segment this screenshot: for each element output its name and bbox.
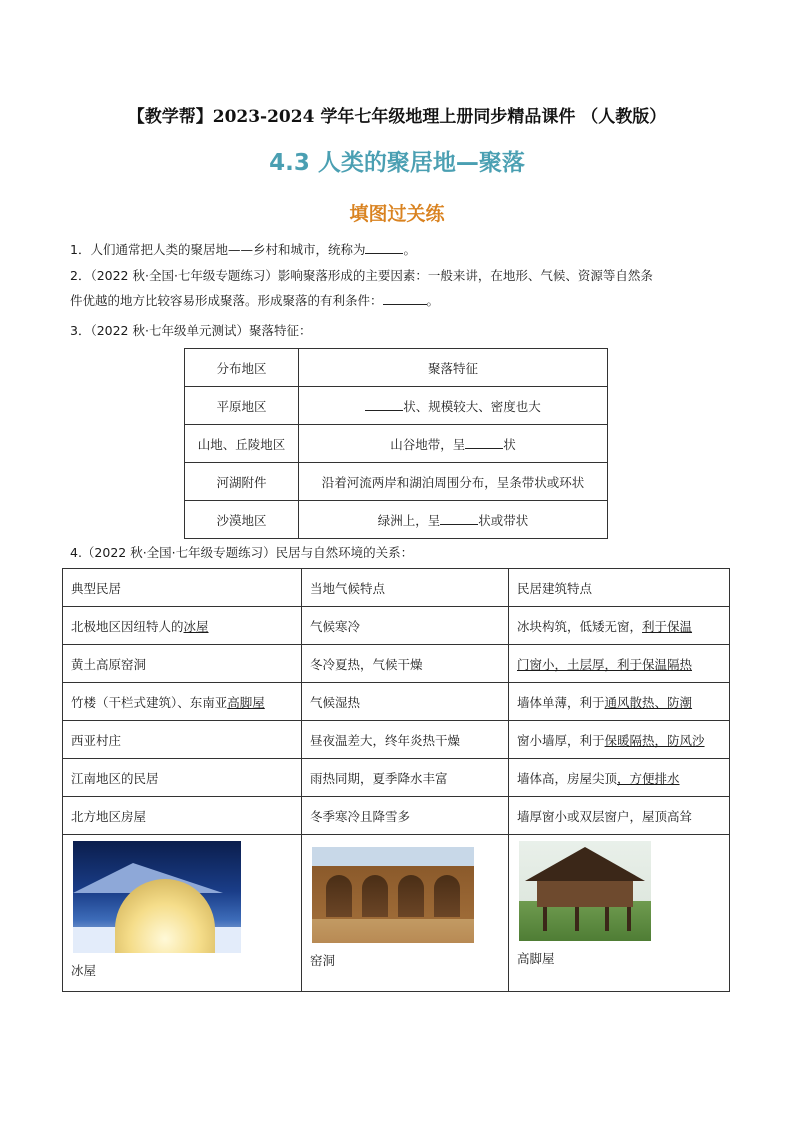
building-cell (509, 645, 730, 683)
feature-text: 绿洲上，呈 (377, 513, 441, 528)
dwelling-text: 竹楼（干栏式建筑）、东南亚 (71, 694, 228, 710)
question-1 (70, 237, 730, 262)
climate-cell: 雨热同期，夏季降水丰富 (302, 759, 509, 797)
dwelling-cell (63, 683, 302, 721)
table-header-cell: 聚落特征 (299, 349, 608, 387)
question-1-text: 1．人们通常把人类的聚居地——乡村和城市，统称为 (70, 242, 366, 257)
question-1-end: 。 (403, 242, 416, 257)
building-cell (509, 721, 730, 759)
answer-blank[interactable] (465, 434, 503, 449)
region-cell: 山地、丘陵地区 (185, 425, 299, 463)
cave-dwelling-photo (312, 847, 474, 943)
question-2-end: 。 (426, 293, 440, 308)
cave-arch (326, 875, 352, 917)
climate-cell: 冬冷夏热，气候干燥 (302, 645, 509, 683)
dwelling-text: 北方地区房屋 (71, 808, 147, 824)
region-cell: 平原地区 (185, 387, 299, 425)
building-underlined: 门窗小，土层厚，利于保温隔热 (517, 656, 693, 672)
image-caption: 高脚屋 (517, 951, 555, 966)
settlement-features-table (184, 348, 608, 539)
feature-cell (299, 501, 608, 539)
dwelling-text: 江南地区的民居 (71, 770, 159, 786)
building-underlined: 通风散热、防潮 (604, 694, 693, 710)
building-text: 墙体高，房屋尖顶 (517, 770, 618, 786)
building-underlined: 保暖隔热，防风沙 (604, 732, 705, 748)
feature-text: 山谷地带，呈 (390, 437, 466, 452)
image-cell (63, 835, 302, 992)
table-row (63, 645, 730, 683)
dwelling-cell (63, 797, 302, 835)
feature-text: 状、规模较大、密度也大 (403, 399, 541, 414)
stilt-leg (575, 907, 579, 931)
building-cell (509, 607, 730, 645)
answer-blank[interactable] (440, 510, 478, 525)
table-row (185, 425, 608, 463)
building-cell (509, 683, 730, 721)
climate-cell: 冬季寒冷且降雪多 (302, 797, 509, 835)
region-cell: 河湖附件 (185, 463, 299, 501)
feature-cell (299, 425, 608, 463)
region-cell: 沙漠地区 (185, 501, 299, 539)
dwelling-text: 黄土高原窑洞 (71, 656, 147, 672)
question-4: 4.（2022 秋·全国·七年级专题练习）民居与自然环境的关系： (70, 545, 414, 560)
feature-cell (299, 387, 608, 425)
answer-blank[interactable] (383, 290, 427, 305)
dwelling-underlined: 冰屋 (183, 618, 209, 634)
dwelling-cell (63, 721, 302, 759)
stilt-roof (525, 847, 645, 881)
table-header-cell: 民居建筑特点 (509, 569, 730, 607)
building-text: 墙体单薄，利于 (517, 694, 605, 710)
section-subtitle: 填图过关练 (349, 203, 445, 225)
lesson-title: 4.3 人类的聚居地—聚落 (269, 150, 525, 176)
feature-text: 状或带状 (478, 513, 529, 528)
table-header-cell: 典型民居 (63, 569, 302, 607)
table-row (185, 463, 608, 501)
table-row (185, 501, 608, 539)
stilt-leg (605, 907, 609, 931)
dwelling-cell (63, 759, 302, 797)
table-row (63, 683, 730, 721)
question-2-line-2 (70, 288, 730, 313)
stilt-leg (627, 907, 631, 931)
table-row (63, 797, 730, 835)
table-header-row (185, 349, 608, 387)
cave-arch (362, 875, 388, 917)
igloo-photo (73, 841, 241, 953)
dwelling-environment-table (62, 568, 730, 992)
climate-cell: 气候寒冷 (302, 607, 509, 645)
table-row (63, 759, 730, 797)
image-cell (509, 835, 730, 992)
stilt-body (537, 881, 633, 907)
cave-arch (434, 875, 460, 917)
question-3: 3．（2022 秋·七年级单元测试）聚落特征： (70, 323, 312, 338)
building-text: 冰块构筑，低矮无窗， (517, 618, 643, 634)
image-caption: 窑洞 (310, 953, 336, 968)
table-row (185, 387, 608, 425)
building-cell (509, 797, 730, 835)
dwelling-cell (63, 607, 302, 645)
table-row (63, 607, 730, 645)
question-2-text: 件优越的地方比较容易形成聚落。形成聚落的有利条件： (70, 293, 383, 308)
building-underlined: ，方便排水 (617, 770, 680, 786)
building-underlined: 利于保温 (642, 618, 693, 634)
question-2-line-1: 2．（2022 秋·全国·七年级专题练习）影响聚落形成的主要因素：一般来讲，在地形、气候、资源等自然条 (70, 268, 653, 283)
dwelling-text: 西亚村庄 (71, 732, 122, 748)
climate-cell: 气候湿热 (302, 683, 509, 721)
feature-cell: 沿着河流两岸和湖泊周围分布，呈条带状或环状 (299, 463, 608, 501)
answer-blank[interactable] (365, 396, 403, 411)
building-cell (509, 759, 730, 797)
table-row (63, 721, 730, 759)
table-header-cell: 分布地区 (185, 349, 299, 387)
dwelling-cell (63, 645, 302, 683)
feature-text: 状 (503, 437, 516, 452)
question-2 (70, 263, 730, 313)
cave-arch (398, 875, 424, 917)
answer-blank[interactable] (365, 239, 403, 254)
dwelling-text: 北极地区因纽特人的 (71, 618, 184, 634)
document-header: 【教学帮】2023-2024 学年七年级地理上册同步精品课件 （人教版） (127, 107, 667, 127)
building-text: 窗小墙厚，利于 (517, 732, 605, 748)
stilt-leg (543, 907, 547, 931)
stilt-house-photo (519, 841, 651, 941)
image-cell (302, 835, 509, 992)
image-caption: 冰屋 (71, 963, 97, 978)
table-header-cell: 当地气候特点 (302, 569, 509, 607)
climate-cell: 昼夜温差大，终年炎热干燥 (302, 721, 509, 759)
dwelling-underlined: 高脚屋 (227, 694, 265, 710)
table-header-row (63, 569, 730, 607)
image-row (63, 835, 730, 992)
building-text: 墙厚窗小或双层窗户，屋顶高耸 (517, 808, 693, 824)
